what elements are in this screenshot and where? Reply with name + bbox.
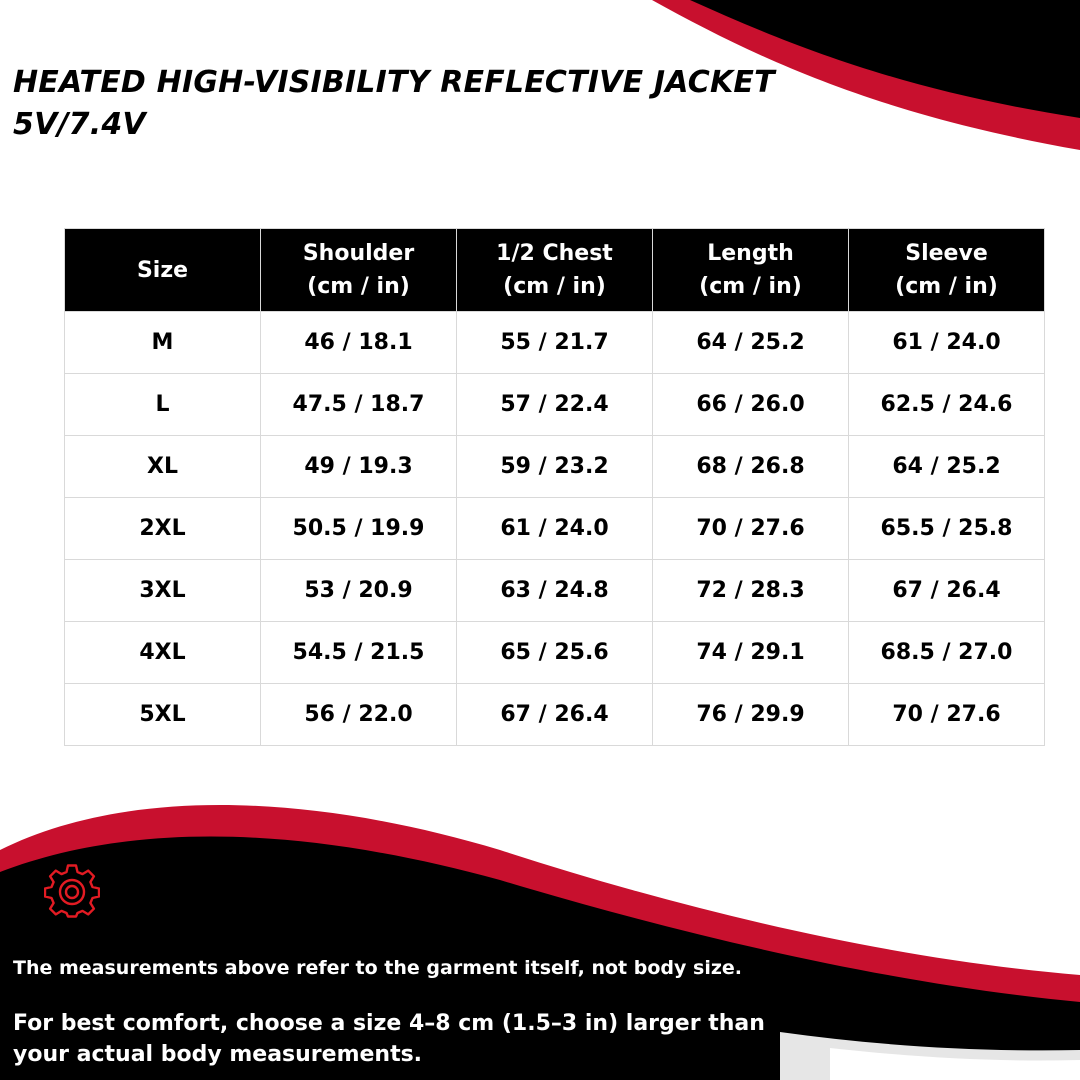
garment-measurement-note: The measurements above refer to the garment itself, not body size. [13,957,742,979]
table-row [65,560,1045,622]
shoulder-cell: 49 / 19.3 [261,436,457,498]
size-cell: 3XL [65,560,261,622]
table-row [65,374,1045,436]
shoulder-cell: 47.5 / 18.7 [261,374,457,436]
header-shoulder: Shoulder (cm / in) [261,229,457,312]
table-row [65,312,1045,374]
title-line-1: HEATED HIGH-VISIBILITY REFLECTIVE JACKET [13,65,775,100]
table-row [65,622,1045,684]
header-sleeve: Sleeve (cm / in) [849,229,1045,312]
header-size: Size [65,229,261,312]
shoulder-cell: 46 / 18.1 [261,312,457,374]
size-chart-table [64,228,1045,746]
chest-cell: 57 / 22.4 [457,374,653,436]
shoulder-cell: 50.5 / 19.9 [261,498,457,560]
chest-cell: 67 / 26.4 [457,684,653,746]
sleeve-cell: 68.5 / 27.0 [849,622,1045,684]
length-cell: 68 / 26.8 [653,436,849,498]
length-cell: 72 / 28.3 [653,560,849,622]
chest-cell: 65 / 25.6 [457,622,653,684]
table-row [65,684,1045,746]
length-cell: 74 / 29.1 [653,622,849,684]
table-header-row [65,229,1045,312]
sleeve-cell: 65.5 / 25.8 [849,498,1045,560]
shoulder-cell: 54.5 / 21.5 [261,622,457,684]
size-cell: 4XL [65,622,261,684]
chest-cell: 59 / 23.2 [457,436,653,498]
length-cell: 64 / 25.2 [653,312,849,374]
sleeve-cell: 64 / 25.2 [849,436,1045,498]
page-title [13,62,833,146]
header-length: Length (cm / in) [653,229,849,312]
length-cell: 76 / 29.9 [653,684,849,746]
length-cell: 66 / 26.0 [653,374,849,436]
length-cell: 70 / 27.6 [653,498,849,560]
shoulder-cell: 56 / 22.0 [261,684,457,746]
comfort-sizing-note: For best comfort, choose a size 4–8 cm (1.5–3 in) larger than your actual body measurements. [13,1011,765,1067]
shoulder-cell: 53 / 20.9 [261,560,457,622]
size-cell: L [65,374,261,436]
chest-cell: 55 / 21.7 [457,312,653,374]
sleeve-cell: 61 / 24.0 [849,312,1045,374]
table-row [65,436,1045,498]
size-cell: M [65,312,261,374]
size-cell: 5XL [65,684,261,746]
chest-cell: 63 / 24.8 [457,560,653,622]
sleeve-cell: 67 / 26.4 [849,560,1045,622]
table-row [65,498,1045,560]
sleeve-cell: 70 / 27.6 [849,684,1045,746]
sleeve-cell: 62.5 / 24.6 [849,374,1045,436]
size-cell: 2XL [65,498,261,560]
size-cell: XL [65,436,261,498]
header-half-chest: 1/2 Chest (cm / in) [457,229,653,312]
title-line-2: 5V/7.4V [13,107,146,142]
gear-icon [44,864,100,920]
chest-cell: 61 / 24.0 [457,498,653,560]
